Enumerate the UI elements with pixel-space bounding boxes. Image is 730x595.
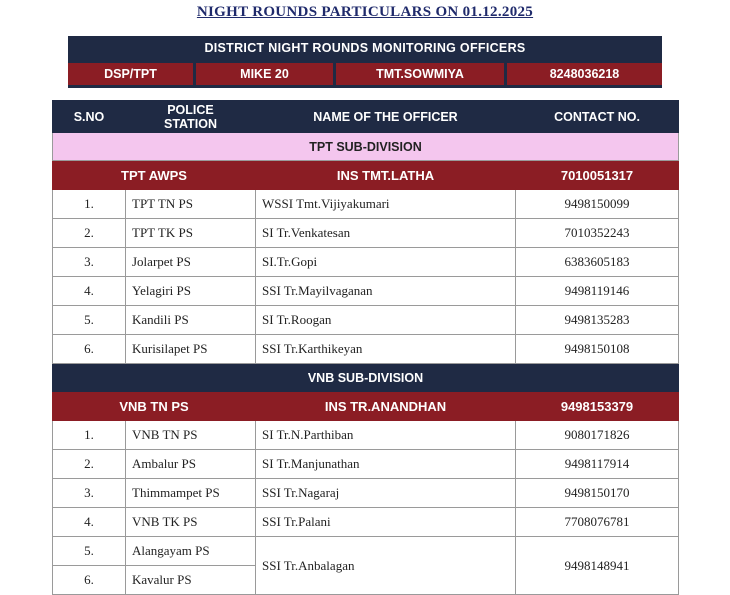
section-station: VNB TN PS [53, 392, 256, 421]
subdivision-row-vnb [53, 364, 679, 392]
header-station: POLICE STATION [126, 101, 256, 133]
header-sno: S.NO [53, 101, 126, 133]
monitoring-header: DISTRICT NIGHT ROUNDS MONITORING OFFICERS [204, 41, 526, 55]
monitoring-rank: DSP/TPT [68, 63, 193, 85]
night-rounds-table [52, 100, 679, 595]
table-row: 2. Ambalur PS SI Tr.Manjunathan 9498117914 [53, 450, 679, 479]
subdivision-title: TPT SUB-DIVISION [53, 133, 679, 161]
section-station: TPT AWPS [53, 161, 256, 190]
table-row: 1. VNB TN PS SI Tr.N.Parthiban 9080171826 [53, 421, 679, 450]
header-contact: CONTACT NO. [516, 101, 679, 133]
section-row-tpt [53, 161, 679, 190]
table-row: 1. TPT TN PS WSSI Tmt.Vijiyakumari 9498150099 [53, 190, 679, 219]
monitoring-row [68, 63, 662, 87]
table-row: 2. TPT TK PS SI Tr.Venkatesan 7010352243 [53, 219, 679, 248]
table-row: 4. VNB TK PS SSI Tr.Palani 7708076781 [53, 508, 679, 537]
table-row: 3. Thimmampet PS SSI Tr.Nagaraj 9498150170 [53, 479, 679, 508]
subdivision-row-tpt [53, 133, 679, 161]
merged-contact: 9498148941 [516, 537, 679, 595]
section-officer: INS TR.ANANDHAN [256, 392, 516, 421]
subdivision-title: VNB SUB-DIVISION [53, 364, 679, 392]
table-row: 6. Kurisilapet PS SSI Tr.Karthikeyan 9498150108 [53, 335, 679, 364]
monitoring-officers-panel [68, 36, 662, 88]
table-row: 5. Kandili PS SI Tr.Roogan 9498135283 [53, 306, 679, 335]
page-title: NIGHT ROUNDS PARTICULARS ON 01.12.2025 [196, 4, 534, 20]
table-row: 4. Yelagiri PS SSI Tr.Mayilvaganan 9498119146 [53, 277, 679, 306]
section-contact: 7010051317 [516, 161, 679, 190]
section-officer: INS TMT.LATHA [256, 161, 516, 190]
table-row: 5. Alangayam PS SSI Tr.Anbalagan 9498148941 [53, 537, 679, 566]
monitoring-contact: 8248036218 [507, 63, 662, 85]
monitoring-officer: TMT.SOWMIYA [336, 63, 504, 85]
section-row-vnb [53, 392, 679, 421]
table-header-row [53, 101, 679, 133]
header-officer: NAME OF THE OFFICER [256, 101, 516, 133]
table-row: 3. Jolarpet PS SI.Tr.Gopi 6383605183 [53, 248, 679, 277]
table-row: 6. Kavalur PS [53, 566, 679, 595]
monitoring-callsign: MIKE 20 [196, 63, 333, 85]
merged-officer: SSI Tr.Anbalagan [256, 537, 516, 595]
section-contact: 9498153379 [516, 392, 679, 421]
